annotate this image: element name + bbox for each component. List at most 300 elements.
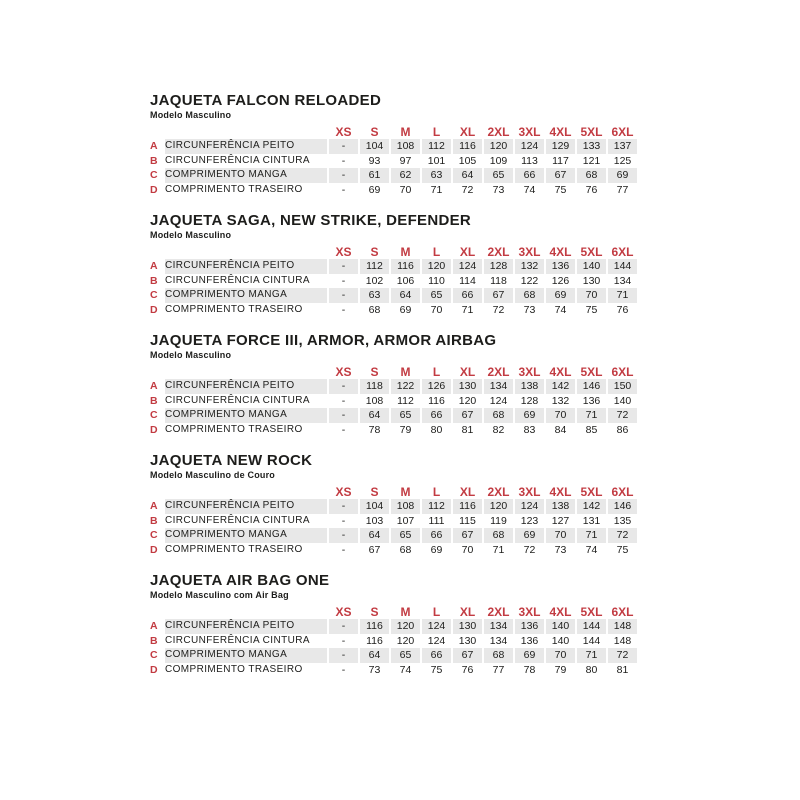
measurement-value: 124 (422, 619, 451, 634)
table-subtitle: Modelo Masculino (150, 110, 232, 120)
row-label: COMPRIMENTO MANGA (165, 408, 327, 423)
measurement-value: 66 (453, 288, 482, 303)
measurement-value: 112 (397, 394, 414, 407)
measurement-value: 70 (546, 528, 575, 543)
measurement-value: 134 (484, 619, 513, 634)
measurement-value: 138 (515, 379, 544, 394)
row-label: COMPRIMENTO TRASEIRO (165, 183, 303, 195)
size-column-header: XS (335, 365, 352, 379)
measurement-value: 135 (613, 514, 632, 527)
measurement-value: 69 (430, 543, 443, 556)
measurement-value: 104 (360, 499, 389, 514)
measurement-value: 70 (461, 543, 474, 556)
size-column-header: M (400, 245, 411, 259)
measurement-value: 65 (422, 288, 451, 303)
measurement-value: - (341, 514, 346, 527)
measurement-value: 69 (399, 303, 412, 316)
row-letter: A (150, 260, 158, 272)
row-label: COMPRIMENTO TRASEIRO (165, 423, 303, 435)
measurement-value: 127 (551, 514, 570, 527)
measurement-value: 80 (430, 423, 443, 436)
size-table-section-3 (150, 332, 670, 437)
row-letter: D (150, 183, 158, 196)
measurement-value: 116 (366, 634, 383, 647)
measurement-value: 136 (515, 619, 544, 634)
size-column-header: S (370, 485, 379, 499)
row-letter: C (150, 289, 158, 301)
measurement-value: - (341, 634, 346, 647)
measurement-value: 144 (608, 259, 637, 274)
measurement-value: 72 (492, 303, 505, 316)
measurement-value: 120 (484, 139, 513, 154)
row-label: CIRCUNFERÊNCIA PEITO (165, 499, 327, 514)
row-label: COMPRIMENTO MANGA (165, 648, 327, 663)
size-column-header: 5XL (580, 605, 603, 619)
measurement-value: 65 (391, 408, 420, 423)
size-header-row (150, 605, 637, 619)
size-column-header: 5XL (580, 125, 603, 139)
measurement-value: 81 (616, 663, 629, 676)
measurement-value: 117 (552, 154, 569, 167)
measurement-value: 84 (554, 423, 567, 436)
table-subtitle: Modelo Masculino (150, 350, 232, 360)
measurement-value: 122 (520, 274, 539, 287)
measurement-value: 148 (613, 634, 632, 647)
size-column-header: 5XL (580, 365, 603, 379)
measurement-value: 140 (546, 619, 575, 634)
row-label: CIRCUNFERÊNCIA CINTURA (165, 634, 310, 646)
size-column-header: 6XL (611, 365, 634, 379)
size-table-section-1 (150, 92, 670, 197)
measurement-value: 111 (428, 514, 445, 527)
measurement-value: - (341, 663, 346, 676)
measurement-value: 124 (515, 139, 544, 154)
measurement-row (150, 154, 637, 169)
measurement-row (150, 274, 637, 289)
measurement-value: 146 (608, 499, 637, 514)
size-column-header: 2XL (487, 485, 510, 499)
measurement-value: 82 (492, 423, 505, 436)
row-label: CIRCUNFERÊNCIA PEITO (165, 619, 327, 634)
measurement-value: 72 (608, 648, 637, 663)
measurement-value: 86 (616, 423, 629, 436)
measurement-row (150, 499, 637, 514)
measurement-value: 124 (453, 259, 482, 274)
row-letter: D (150, 543, 158, 556)
size-column-header: XL (459, 485, 476, 499)
size-column-header: L (432, 485, 441, 499)
row-letter: C (150, 169, 158, 181)
measurement-value: 134 (489, 634, 508, 647)
measurement-row (150, 514, 637, 529)
size-chart-sections (150, 92, 670, 692)
row-label: CIRCUNFERÊNCIA PEITO (165, 379, 327, 394)
measurement-value: 65 (391, 528, 420, 543)
size-column-header: 4XL (549, 605, 572, 619)
measurement-value: 77 (616, 183, 629, 196)
size-column-header: XL (459, 125, 476, 139)
measurement-value: 109 (489, 154, 508, 167)
measurement-value: 68 (484, 528, 513, 543)
size-column-header: XL (459, 365, 476, 379)
measurement-value: 64 (360, 408, 389, 423)
measurement-value: 67 (453, 408, 482, 423)
measurement-value: 142 (577, 499, 606, 514)
size-column-header: L (432, 365, 441, 379)
header-letter-spacer (150, 605, 163, 619)
row-label: COMPRIMENTO MANGA (165, 288, 327, 303)
measurement-value: - (341, 154, 346, 167)
measurement-value: 140 (613, 394, 632, 407)
row-label: CIRCUNFERÊNCIA PEITO (165, 139, 327, 154)
table-subtitle: Modelo Masculino com Air Bag (150, 590, 289, 600)
row-letter: B (150, 514, 158, 527)
measurement-value: 144 (577, 619, 606, 634)
size-column-header: M (400, 125, 411, 139)
row-letter: D (150, 423, 158, 436)
size-header-row (150, 485, 637, 499)
measurement-value: 138 (546, 499, 575, 514)
size-table-body (150, 379, 637, 437)
measurement-value: 66 (515, 168, 544, 183)
size-table-body (150, 259, 637, 317)
measurement-value: 108 (391, 499, 420, 514)
measurement-value: 68 (484, 408, 513, 423)
row-letter: B (150, 154, 158, 167)
measurement-value: 124 (515, 499, 544, 514)
size-column-header: 6XL (611, 245, 634, 259)
size-table-header (150, 365, 637, 379)
size-column-header: S (370, 365, 379, 379)
size-column-header: 2XL (487, 125, 510, 139)
size-column-header: M (400, 605, 411, 619)
measurement-value: 77 (492, 663, 505, 676)
row-label: COMPRIMENTO MANGA (165, 528, 327, 543)
row-letter: B (150, 634, 158, 647)
header-label-spacer (165, 365, 327, 379)
measurement-value: 131 (582, 514, 601, 527)
measurement-value: 130 (453, 379, 482, 394)
size-column-header: 3XL (518, 605, 541, 619)
measurement-value: 73 (523, 303, 536, 316)
measurement-value: 133 (577, 139, 606, 154)
size-column-header: S (370, 245, 379, 259)
measurement-value: 67 (484, 288, 513, 303)
measurement-row (150, 528, 637, 543)
measurement-value: 68 (577, 168, 606, 183)
measurement-row (150, 634, 637, 649)
size-column-header: XL (459, 245, 476, 259)
row-letter: C (150, 409, 158, 421)
measurement-value: 116 (360, 619, 389, 634)
measurement-value: 120 (484, 499, 513, 514)
measurement-value: 71 (492, 543, 505, 556)
measurement-value: 73 (492, 183, 505, 196)
measurement-value: 69 (368, 183, 381, 196)
measurement-value: 136 (582, 394, 601, 407)
measurement-value: - (329, 528, 358, 543)
measurement-value: 74 (554, 303, 567, 316)
row-label: CIRCUNFERÊNCIA CINTURA (165, 154, 310, 166)
measurement-value: 76 (616, 303, 629, 316)
measurement-value: 116 (453, 139, 482, 154)
measurement-value: 70 (577, 288, 606, 303)
measurement-value: - (329, 408, 358, 423)
measurement-value: 112 (422, 139, 451, 154)
measurement-value: 101 (427, 154, 446, 167)
measurement-value: 140 (577, 259, 606, 274)
measurement-value: 137 (608, 139, 637, 154)
size-column-header: XS (335, 245, 352, 259)
measurement-row (150, 168, 637, 183)
measurement-value: 66 (422, 528, 451, 543)
size-column-header: M (400, 485, 411, 499)
measurement-value: 72 (461, 183, 474, 196)
size-table (148, 365, 639, 437)
measurement-row (150, 619, 637, 634)
measurement-value: 114 (459, 274, 476, 287)
size-column-header: 6XL (611, 605, 634, 619)
measurement-value: 79 (554, 663, 567, 676)
measurement-value: 120 (396, 634, 415, 647)
measurement-value: 72 (523, 543, 536, 556)
measurement-value: 71 (577, 648, 606, 663)
measurement-value: 61 (360, 168, 389, 183)
row-letter: D (150, 663, 158, 676)
measurement-value: 130 (453, 619, 482, 634)
row-letter: A (150, 620, 158, 632)
measurement-value: - (341, 543, 346, 556)
measurement-value: 121 (582, 154, 601, 167)
measurement-row (150, 423, 637, 438)
table-title: JAQUETA AIR BAG ONE (150, 572, 330, 589)
measurement-value: 69 (515, 648, 544, 663)
row-label: CIRCUNFERÊNCIA CINTURA (165, 274, 310, 286)
size-table-section-2 (150, 212, 670, 317)
measurement-value: 71 (608, 288, 637, 303)
measurement-value: 132 (551, 394, 570, 407)
measurement-value: 62 (391, 168, 420, 183)
measurement-value: 134 (613, 274, 632, 287)
row-letter: B (150, 394, 158, 407)
measurement-value: 68 (399, 543, 412, 556)
measurement-value: 104 (360, 139, 389, 154)
row-label: CIRCUNFERÊNCIA CINTURA (165, 394, 310, 406)
row-letter: A (150, 140, 158, 152)
header-label-spacer (165, 125, 327, 139)
measurement-value: 71 (577, 408, 606, 423)
measurement-value: 120 (458, 394, 477, 407)
measurement-value: 69 (546, 288, 575, 303)
measurement-value: 68 (368, 303, 381, 316)
measurement-value: 74 (523, 183, 536, 196)
size-table-body (150, 139, 637, 197)
size-column-header: XS (335, 485, 352, 499)
measurement-value: 67 (368, 543, 381, 556)
measurement-value: 73 (554, 543, 567, 556)
measurement-value: 148 (608, 619, 637, 634)
measurement-value: 110 (428, 274, 445, 287)
measurement-value: 119 (490, 514, 507, 527)
measurement-value: 106 (396, 274, 415, 287)
measurement-value: 115 (459, 514, 476, 527)
measurement-row (150, 139, 637, 154)
measurement-value: 97 (399, 154, 412, 167)
size-column-header: 4XL (549, 485, 572, 499)
measurement-value: 118 (360, 379, 389, 394)
table-title: JAQUETA FORCE III, ARMOR, ARMOR AIRBAG (150, 332, 497, 349)
measurement-value: 67 (453, 648, 482, 663)
measurement-value: 118 (490, 274, 507, 287)
measurement-value: 72 (608, 528, 637, 543)
header-label-spacer (165, 605, 327, 619)
measurement-value: 63 (360, 288, 389, 303)
measurement-value: 132 (515, 259, 544, 274)
measurement-value: 74 (585, 543, 598, 556)
size-table-header (150, 605, 637, 619)
measurement-value: 76 (461, 663, 474, 676)
row-label: COMPRIMENTO TRASEIRO (165, 303, 303, 315)
measurement-value: - (341, 303, 346, 316)
measurement-row (150, 183, 637, 198)
measurement-value: 66 (422, 408, 451, 423)
size-header-row (150, 125, 637, 139)
measurement-value: 78 (523, 663, 536, 676)
row-letter: C (150, 649, 158, 661)
size-table-body (150, 619, 637, 677)
measurement-value: 68 (515, 288, 544, 303)
measurement-value: 134 (484, 379, 513, 394)
row-letter: A (150, 380, 158, 392)
row-label: COMPRIMENTO TRASEIRO (165, 543, 303, 555)
row-letter: B (150, 274, 158, 287)
measurement-value: 69 (515, 528, 544, 543)
measurement-value: 112 (360, 259, 389, 274)
size-column-header: 6XL (611, 485, 634, 499)
measurement-value: 79 (399, 423, 412, 436)
measurement-row (150, 648, 637, 663)
measurement-row (150, 259, 637, 274)
measurement-value: - (341, 183, 346, 196)
measurement-value: 93 (368, 154, 381, 167)
measurement-value: 65 (391, 648, 420, 663)
size-column-header: 3XL (518, 125, 541, 139)
measurement-value: 112 (422, 499, 451, 514)
row-letter: D (150, 303, 158, 316)
measurement-value: 64 (360, 528, 389, 543)
measurement-value: 122 (391, 379, 420, 394)
measurement-value: 128 (520, 394, 539, 407)
measurement-value: - (329, 619, 358, 634)
size-column-header: XS (335, 125, 352, 139)
size-table (148, 485, 639, 557)
size-column-header: 6XL (611, 125, 634, 139)
table-title: JAQUETA FALCON RELOADED (150, 92, 382, 109)
measurement-value: 71 (461, 303, 474, 316)
measurement-value: 64 (391, 288, 420, 303)
measurement-value: 150 (608, 379, 637, 394)
row-label: COMPRIMENTO TRASEIRO (165, 663, 303, 675)
size-column-header: 4XL (549, 365, 572, 379)
measurement-value: 64 (453, 168, 482, 183)
header-letter-spacer (150, 245, 163, 259)
measurement-value: 136 (520, 634, 539, 647)
measurement-value: 113 (521, 154, 538, 167)
measurement-value: 128 (484, 259, 513, 274)
measurement-value: 70 (546, 648, 575, 663)
size-column-header: M (400, 365, 411, 379)
measurement-value: 107 (396, 514, 415, 527)
measurement-value: 116 (453, 499, 482, 514)
measurement-value: 126 (551, 274, 570, 287)
measurement-value: - (341, 274, 346, 287)
measurement-value: 116 (391, 259, 420, 274)
measurement-value: 67 (546, 168, 575, 183)
measurement-value: 125 (613, 154, 632, 167)
measurement-value: 146 (577, 379, 606, 394)
size-column-header: L (432, 605, 441, 619)
header-letter-spacer (150, 125, 163, 139)
measurement-value: 136 (546, 259, 575, 274)
measurement-value: 81 (461, 423, 474, 436)
size-table-body (150, 499, 637, 557)
measurement-value: 70 (430, 303, 443, 316)
measurement-value: 85 (585, 423, 598, 436)
measurement-value: 74 (399, 663, 412, 676)
table-subtitle: Modelo Masculino (150, 230, 232, 240)
measurement-value: - (329, 139, 358, 154)
size-header-row (150, 365, 637, 379)
measurement-value: 67 (453, 528, 482, 543)
size-table (148, 125, 639, 197)
measurement-value: 71 (577, 528, 606, 543)
size-column-header: XS (335, 605, 352, 619)
measurement-value: 130 (458, 634, 477, 647)
row-letter: A (150, 500, 158, 512)
measurement-value: 129 (546, 139, 575, 154)
size-table-section-5 (150, 572, 670, 677)
measurement-value: 78 (368, 423, 381, 436)
measurement-value: 124 (489, 394, 508, 407)
measurement-value: 73 (368, 663, 381, 676)
measurement-value: - (329, 499, 358, 514)
measurement-value: 142 (546, 379, 575, 394)
measurement-value: 71 (430, 183, 443, 196)
size-table-header (150, 245, 637, 259)
measurement-value: 140 (551, 634, 570, 647)
row-letter: C (150, 529, 158, 541)
measurement-row (150, 303, 637, 318)
measurement-value: 105 (458, 154, 477, 167)
table-title: JAQUETA NEW ROCK (150, 452, 313, 469)
size-table-section-4 (150, 452, 670, 557)
measurement-value: - (329, 379, 358, 394)
measurement-value: 130 (582, 274, 601, 287)
table-title: JAQUETA SAGA, NEW STRIKE, DEFENDER (150, 212, 472, 229)
measurement-value: 72 (608, 408, 637, 423)
measurement-value: - (341, 394, 346, 407)
measurement-value: 80 (585, 663, 598, 676)
header-label-spacer (165, 245, 327, 259)
measurement-value: - (341, 423, 346, 436)
measurement-value: 120 (391, 619, 420, 634)
measurement-value: 102 (365, 274, 384, 287)
measurement-value: 65 (484, 168, 513, 183)
measurement-row (150, 408, 637, 423)
row-label: CIRCUNFERÊNCIA PEITO (165, 259, 327, 274)
measurement-value: 75 (430, 663, 443, 676)
measurement-row (150, 379, 637, 394)
